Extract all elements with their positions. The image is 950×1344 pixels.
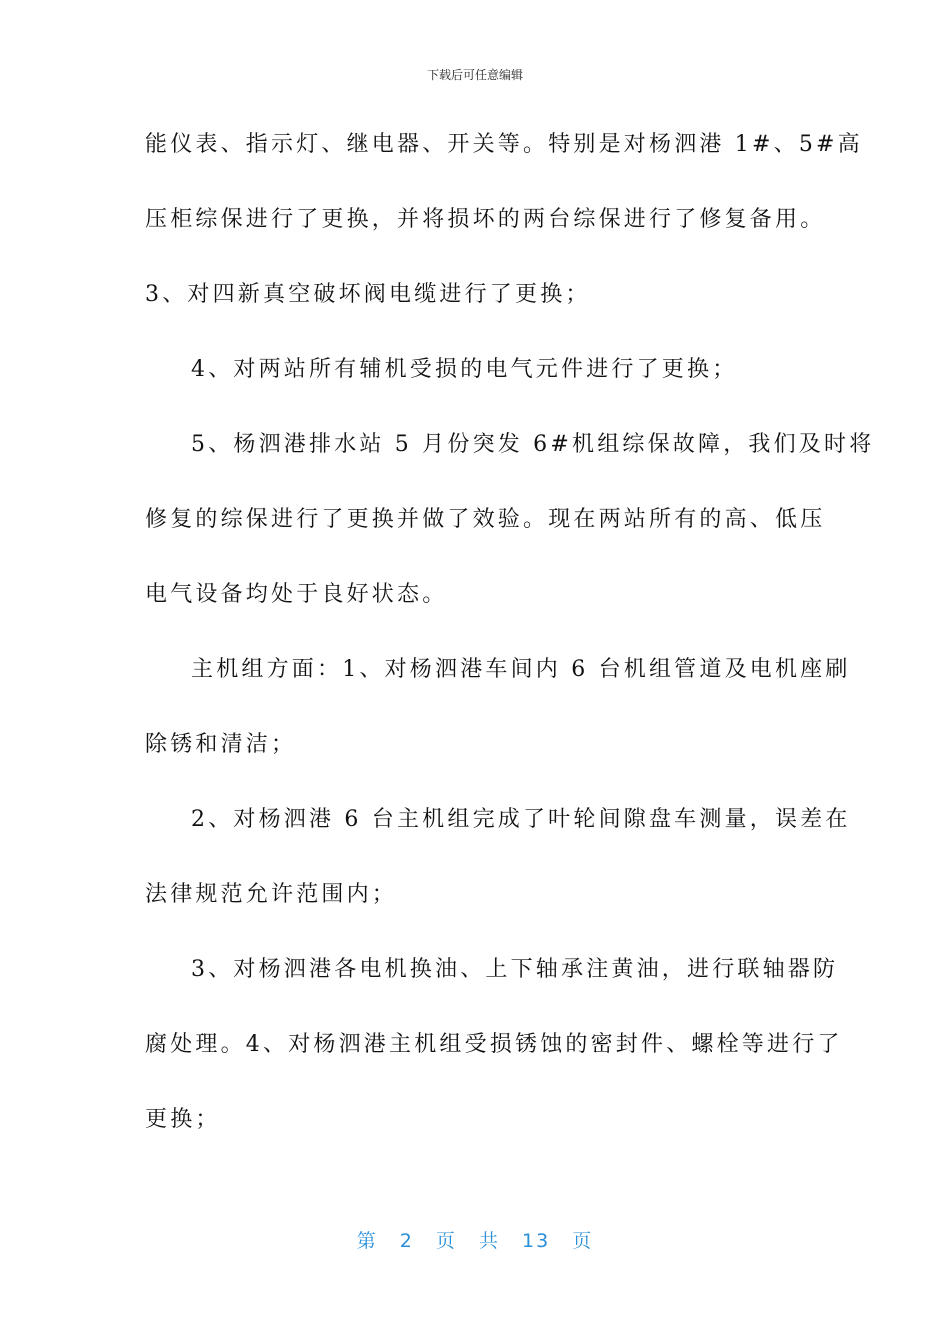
paragraph-line: 腐处理。4、对杨泗港主机组受损锈蚀的密封件、螺栓等进行了 [145,1032,843,1057]
paragraph-line: 更换； [145,1107,221,1132]
paragraph-line: 4、对两站所有辅机受损的电气元件进行了更换； [191,357,738,382]
paragraph-line: 5、杨泗港排水站 5 月份突发 6#机组综保故障，我们及时将 [191,432,875,457]
header-note: 下载后可任意编辑 [426,68,523,82]
paragraph-line: 能仪表、指示灯、继电器、开关等。特别是对杨泗港 1#、5#高 [145,132,863,157]
paragraph-line: 3、对四新真空破坏阀电缆进行了更换； [145,282,591,307]
paragraph-line: 电气设备均处于良好状态。 [145,582,448,607]
page-number-footer: 第 2 页 共 13 页 [356,1230,594,1252]
paragraph-line: 2、对杨泗港 6 台主机组完成了叶轮间隙盘车测量，误差在 [191,807,851,832]
paragraph-line: 主机组方面：1、对杨泗港车间内 6 台机组管道及电机座刷 [191,657,851,682]
paragraph-line: 除锈和清洁； [145,732,297,757]
paragraph-line: 压柜综保进行了更换，并将损坏的两台综保进行了修复备用。 [145,207,826,232]
paragraph-line: 3、对杨泗港各电机换油、上下轴承注黄油，进行联轴器防 [191,957,839,982]
paragraph-line: 修复的综保进行了更换并做了效验。现在两站所有的高、低压 [145,507,826,532]
paragraph-line: 法律规范允许范围内； [145,882,398,907]
